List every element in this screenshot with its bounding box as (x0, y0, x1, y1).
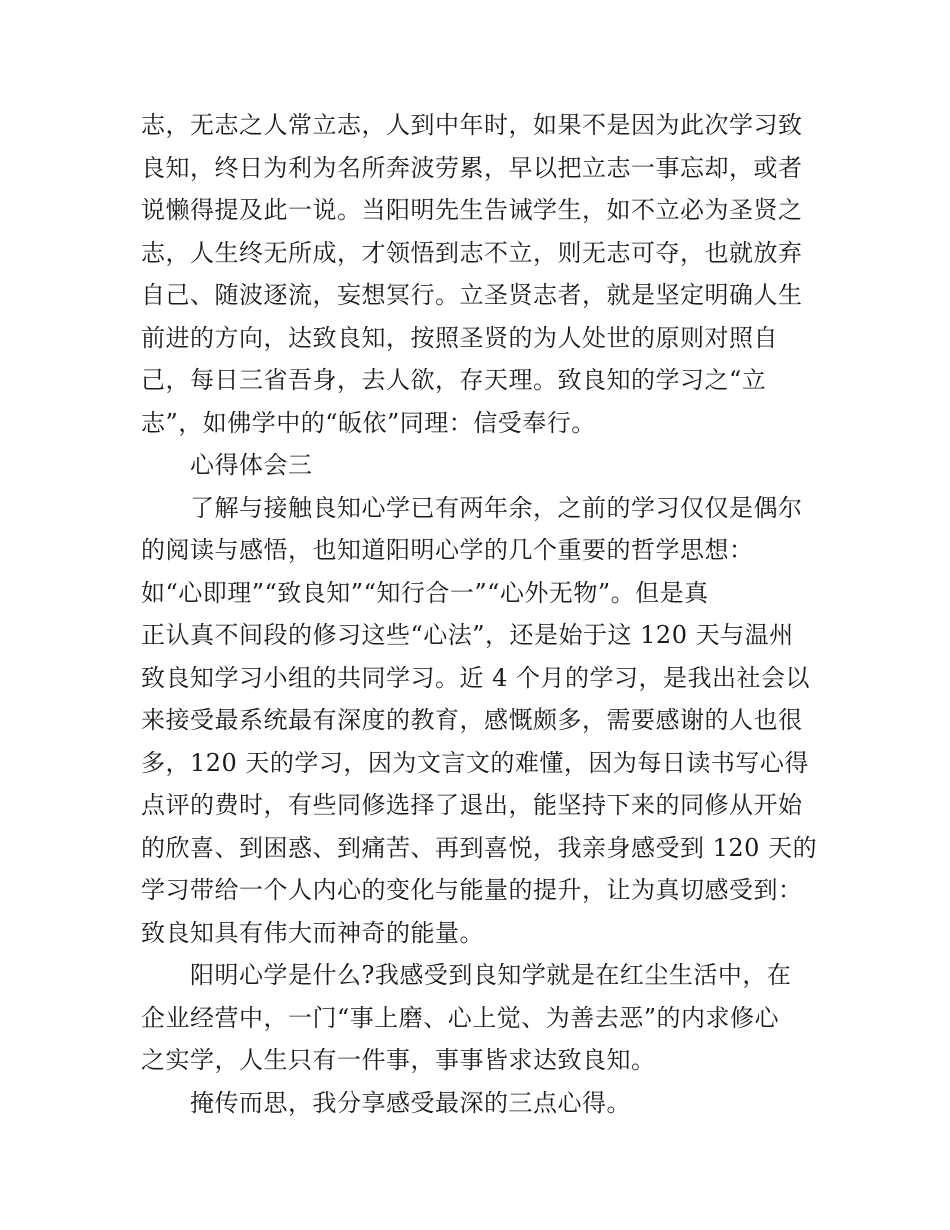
text-line: 前进的方向，达致良知，按照圣贤的为人处世的原则对照自 (141, 323, 778, 352)
text-line: 阳明心学是什么?我感受到良知学就是在红尘生活中，在 (190, 961, 792, 989)
text-line: 致良知具有伟大而神奇的能量。 (141, 918, 484, 947)
section-heading: 心得体会三 (190, 451, 313, 479)
text-line: 自己、随波逐流，妄想冥行。立圣贤志者，就是坚定明确人生 (141, 281, 803, 309)
text-line: 来接受最系统最有深度的教育，感慨颇多，需要感谢的人也很 (141, 706, 803, 734)
text-line: 掩传而思，我分享感受最深的三点心得。 (190, 1088, 631, 1117)
text-line: 点评的费时，有些同修选择了退出，能坚持下来的同修从开始 (141, 791, 803, 819)
text-line: 志，人生终无所成，才领悟到志不立，则无志可夺，也就放弃 (141, 238, 803, 267)
text-line: 正认真不间段的修习这些“心法”，还是始于这 120 天与温州 (141, 621, 794, 649)
text-line: 之实学，人生只有一件事，事事皆求达致良知。 (141, 1046, 656, 1074)
text-line: 说懒得提及此一说。当阳明先生告诫学生，如不立必为圣贤之 (141, 196, 803, 224)
text-line: 的阅读与感悟，也知道阳明心学的几个重要的哲学思想： (141, 536, 754, 564)
text-line: 如“心即理”“致良知”“知行合一”“心外无物”。但是真 (141, 578, 709, 607)
text-line: 的欣喜、到困惑、到痛苦、再到喜悦，我亲身感受到 120 天的 (141, 833, 818, 862)
text-line: 志，无志之人常立志，人到中年时，如果不是因为此次学习致 (141, 111, 803, 139)
text-line: 学习带给一个人内心的变化与能量的提升，让为真切感受到： (141, 876, 803, 904)
text-line: 致良知学习小组的共同学习。近 4 个月的学习，是我出社会以 (141, 663, 811, 692)
text-line: 志”，如佛学中的“皈依”同理：信受奉行。 (141, 408, 596, 437)
text-line: 了解与接触良知心学已有两年余，之前的学习仅仅是偶尔 (190, 493, 803, 522)
text-line: 己，每日三省吾身，去人欲，存天理。致良知的学习之“立 (141, 366, 767, 394)
document-body (141, 104, 821, 1124)
text-line: 良知，终日为利为名所奔波劳累，早以把立志一事忘却，或者 (141, 153, 803, 182)
text-line: 多，120 天的学习，因为文言文的难懂，因为每日读书写心得 (141, 748, 809, 777)
text-line: 企业经营中，一门“事上磨、心上觉、为善去恶”的内求修心 (141, 1003, 780, 1032)
